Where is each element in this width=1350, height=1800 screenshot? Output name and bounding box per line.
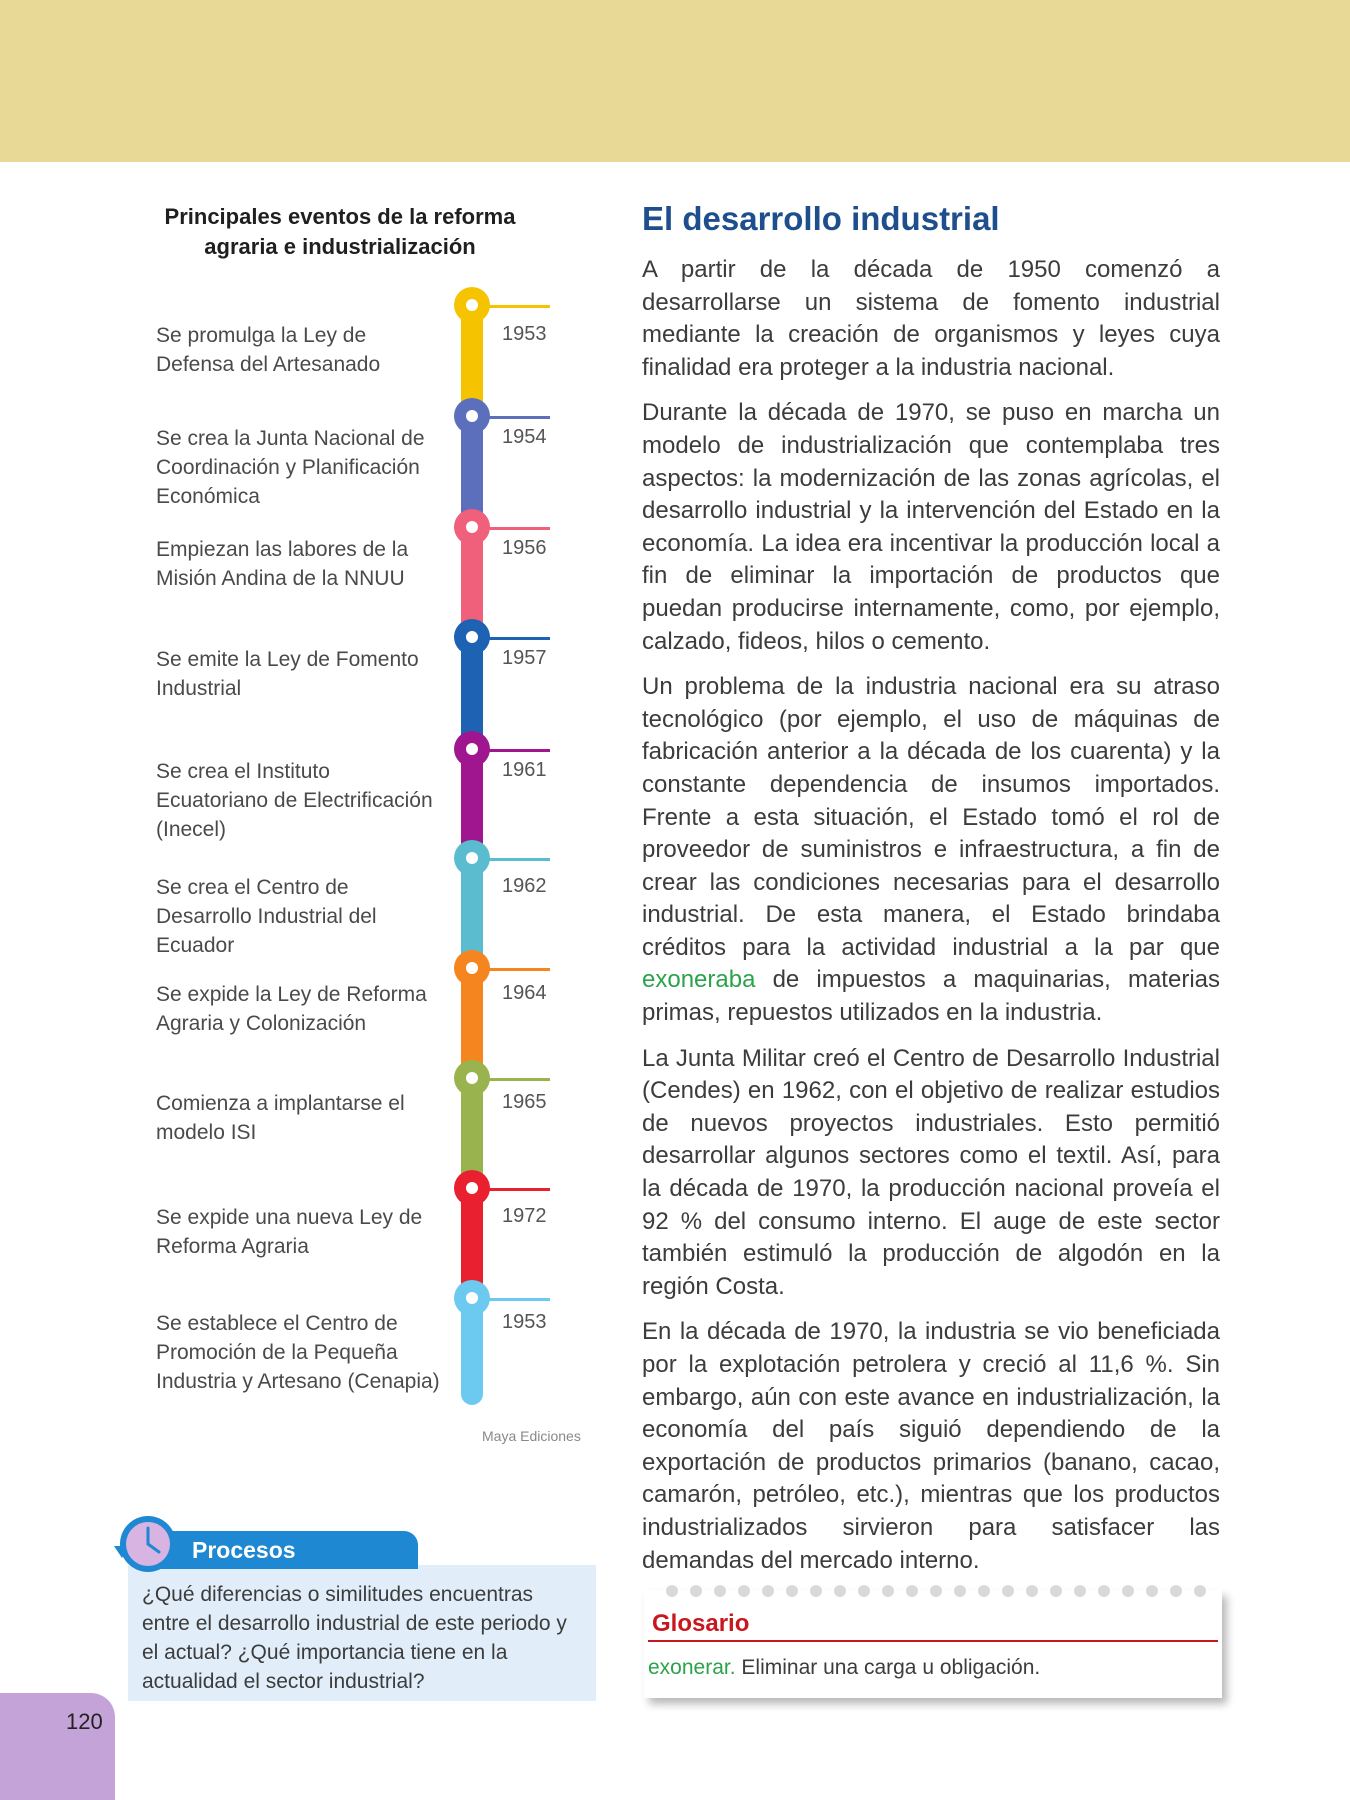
timeline-event-label: Se crea el Centro de Desarrollo Industrial del Ecuador: [156, 876, 377, 957]
binder-rings: [664, 1583, 1224, 1599]
timeline-title-line-2: agraria e industrialización: [204, 234, 476, 259]
top-color-band: [0, 0, 1350, 162]
timeline-event-label: Se establece el Centro de Promoción de la Pequeña Industria y Artesano (Cenapia): [156, 1312, 440, 1393]
timeline-dot: [454, 731, 490, 767]
article-paragraph: A partir de la década de 1950 comenzó a desarrollarse un sistema de fomento industrial mediante la creación de organismos y leyes cuya finalidad era proteger a la industria nacional.: [642, 256, 1220, 381]
paragraph-text: Un problema de la industria nacional era su atraso tecnológico (por ejemplo, el uso de máquinas de fabricación anterior a la década de los cuarenta) y la constante dependencia de insumos importados. Frente a esta situación, el Estado tomó el rol de proveedor de suministros e infraestructura, a fin de crear las condiciones necesarias para el desarrollo industrial. De esta manera, el Estado brindaba créditos para la actividad industrial a la par que: [642, 673, 1220, 961]
timeline-event-year: 1956: [502, 537, 547, 559]
article-paragraph: La Junta Militar creó el Centro de Desarrollo Industrial (Cendes) en 1962, con el objetivo de realizar estudios de nuevos proyectos industriales. Esto permitió desarrollar algunos sectores como el textil. Así, para la década de 1970, la producción nacional proveía el 92 % del consumo interno. El auge de este sector también estimuló la producción de algodón en la región Costa.: [642, 1044, 1220, 1300]
timeline-event-year: 1964: [502, 982, 547, 1004]
timeline-dot: [454, 1060, 490, 1096]
timeline-dot: [454, 1280, 490, 1316]
timeline-dot: [454, 840, 490, 876]
processes-label: Procesos: [192, 1537, 296, 1563]
timeline-dot: [454, 509, 490, 545]
paragraph-text: de impuestos a maquinarias, materias primas, repuestos utilizados en la industria.: [642, 966, 1220, 1027]
glossary-entry: [648, 1656, 1040, 1680]
timeline-event-label: Se promulga la Ley de Defensa del Artesanado: [156, 324, 381, 376]
timeline-event-label: Se expide la Ley de Reforma Agraria y Colonización: [156, 983, 427, 1035]
article-title: El desarrollo industrial: [642, 200, 1000, 237]
glossary-title: Glosario: [652, 1610, 750, 1637]
glossary-definition: Eliminar una carga u obligación.: [735, 1656, 1041, 1679]
timeline-event-label: Empiezan las labores de la Misión Andina de la NNUU: [156, 538, 409, 590]
timeline-title-line-1: Principales eventos de la reforma: [164, 204, 516, 229]
article-paragraph: En la década de 1970, la industria se vio beneficiada por la explotación petrolera y creció al 11,6 %. Sin embargo, aún con este avance en industrialización, la economía del país siguió dependiendo de la exportación de productos primarios (banano, cacao, camarón, petróleo, etc.), mientras que los productos industrializados sirvieron para satisfacer las demandas del mercado interno.: [642, 1318, 1220, 1574]
article-body: [642, 254, 1220, 1590]
timeline-event-year: 1953: [502, 1311, 547, 1333]
timeline-event-year: 1957: [502, 647, 547, 669]
timeline-dot: [454, 619, 490, 655]
glossary-divider: [648, 1640, 1218, 1642]
glossary-term-link[interactable]: exoneraba: [642, 966, 756, 994]
glossary-term: exonerar.: [648, 1656, 736, 1679]
timeline-dot: [454, 950, 490, 986]
timeline-dot: [454, 398, 490, 434]
timeline-event-label: Comienza a implantarse el modelo ISI: [156, 1092, 405, 1144]
timeline-dot: [454, 1170, 490, 1206]
article-paragraph: [642, 671, 1220, 1030]
glossary-card: [644, 1590, 1222, 1698]
clock-icon: [104, 1508, 184, 1588]
timeline-event-label: Se emite la Ley de Fomento Industrial: [156, 648, 419, 700]
timeline-event-label: Se crea el Instituto Ecuatoriano de Electrificación (Inecel): [156, 760, 433, 841]
timeline-event-label: Se crea la Junta Nacional de Coordinación y Planificación Económica: [156, 427, 425, 508]
page-number: 120: [66, 1709, 103, 1734]
timeline-event-year: 1962: [502, 875, 547, 897]
processes-question: ¿Qué diferencias o similitudes encuentras entre el desarrollo industrial de este periodo y el actual? ¿Qué importancia tiene en la actualidad el sector industrial?: [142, 1583, 567, 1693]
timeline-event-year: 1954: [502, 426, 547, 448]
timeline-event-label: Se expide una nueva Ley de Reforma Agraria: [156, 1206, 423, 1258]
timeline-event-year: 1965: [502, 1091, 547, 1113]
article-paragraph: Durante la década de 1970, se puso en marcha un modelo de industrialización que contemplaba tres aspectos: la modernización de las zonas agrícolas, el desarrollo industrial y la intervención del Estado en la economía. La idea era incentivar la producción local a fin de eliminar la importación de productos que puedan producirse internamente, como, por ejemplo, calzado, fideos, hilos o cemento.: [642, 399, 1220, 655]
image-credit: Maya Ediciones: [482, 1428, 581, 1444]
timeline-event-year: 1961: [502, 759, 547, 781]
timeline-event-year: 1953: [502, 323, 547, 345]
timeline-dot: [454, 287, 490, 323]
timeline-event-year: 1972: [502, 1205, 547, 1227]
timeline-title: [120, 202, 560, 262]
